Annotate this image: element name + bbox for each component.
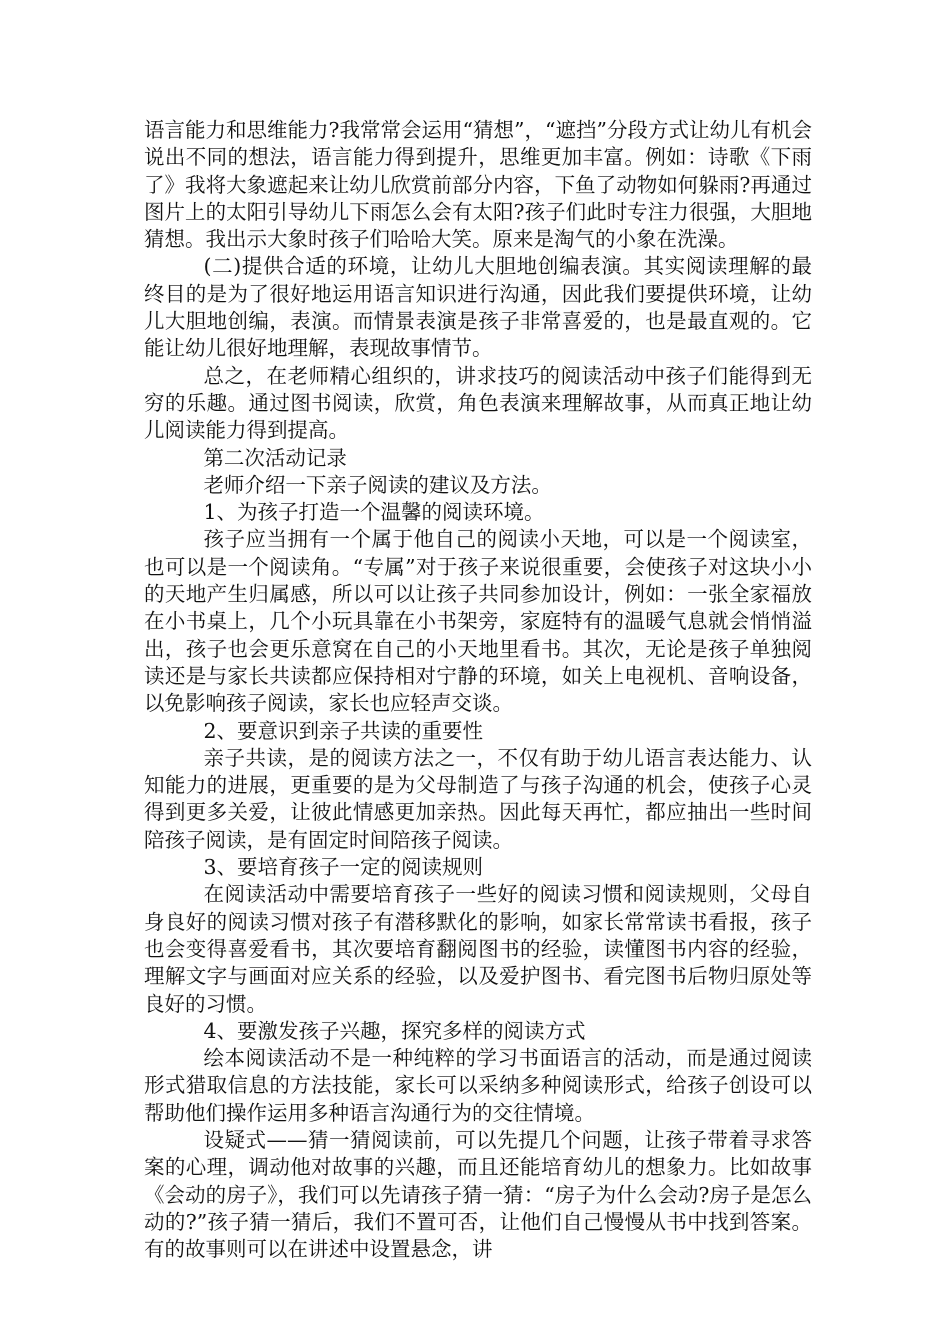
paragraph-reading-rules: 在阅读活动中需要培育孩子一些好的阅读习惯和阅读规则，父母自身良好的阅读习惯对孩子有潜移默化的影响，如家长常常读书看报，孩子也会变得喜爱看书，其次要培育翻阅图书的经验，读懂图书内容的经验，理解文字与画面对应关系的经验，以及爱护图书、看完图书后物归原处等良好的习惯。	[144, 882, 812, 1016]
heading-item-4: 4、要激发孩子兴趣，探究多样的阅读方式	[203, 1018, 586, 1043]
heading-item-3: 3、要培育孩子一定的阅读规则	[203, 855, 483, 880]
heading-second-activity-record: 第二次活动记录	[203, 445, 347, 470]
paragraph-summary: 总之，在老师精心组织的，讲求技巧的阅读活动中孩子们能得到无穷的乐趣。通过图书阅读，欣赏，角色表演来理解故事，从而真正地让幼儿阅读能力得到提高。	[144, 363, 812, 443]
heading-item-2: 2、要意识到亲子共读的重要性	[203, 718, 483, 743]
paragraph-continued-language-ability: 语言能力和思维能力?我常常会运用“猜想”，“遮挡”分段方式让幼儿有机会说出不同的想法，语言能力得到提升，思维更加丰富。例如：诗歌《下雨了》我将大象遮起来让幼儿欣赏前部分内容，下鱼了动物如何躲雨?再通过图片上的太阳引导幼儿下雨怎么会有太阳?孩子们此时专注力很强，大胆地猜想。我出示大象时孩子们哈哈大笑。原来是淘气的小象在洗澡。	[144, 118, 812, 252]
paragraph-parent-child-reading: 亲子共读，是的阅读方法之一，不仅有助于幼儿语言表达能力、认知能力的进展，更重要的是为父母制造了与孩子沟通的机会，使孩子心灵得到更多关爱，让彼此情感更加亲热。因此每天再忙，都应抽出一些时间陪孩子阅读，是有固定时间陪孩子阅读。	[144, 745, 812, 852]
paragraph-picture-book-reading: 绘本阅读活动不是一种纯粹的学习书面语言的活动，而是通过阅读形式猎取信息的方法技能，家长可以采纳多种阅读形式，给孩子创设可以帮助他们操作运用多种语言沟通行为的交往情境。	[144, 1046, 812, 1125]
document-body	[144, 117, 812, 1263]
heading-item-1: 1、为孩子打造一个温馨的阅读环境。	[203, 500, 545, 525]
paragraph-teacher-intro: 老师介绍一下亲子阅读的建议及方法。	[203, 472, 552, 497]
paragraph-guessing-method: 设疑式——猜一猜阅读前，可以先提几个问题，让孩子带着寻求答案的心理，调动他对故事的兴趣，而且还能培育幼儿的想象力。比如故事《会动的房子》，我们可以先请孩子猜一猜：“房子为什么会动?房子是怎么动的?”孩子猜一猜后，我们不置可否，让他们自己慢慢从书中找到答案。有的故事则可以在讲述中设置悬念，讲	[144, 1127, 812, 1262]
paragraph-section-two-environment: (二)提供合适的环境，让幼儿大胆地创编表演。其实阅读理解的最终目的是为了很好地运用语言知识进行沟通，因此我们要提供环境，让幼儿大胆地创编，表演。而情景表演是孩子非常喜爱的，也是最直观的。它能让幼儿很好地理解，表现故事情节。	[144, 254, 812, 361]
paragraph-reading-corner: 孩子应当拥有一个属于他自己的阅读小天地，可以是一个阅读室，也可以是一个阅读角。“专属”对于孩子来说很重要，会使孩子对这块小小的天地产生归属感，所以可以让孩子共同参加设计，例如：一张全家福放在小书桌上，几个小玩具靠在小书架旁，家庭特有的温暖气息就会悄悄溢出，孩子也会更乐意窝在自己的小天地里看书。其次，无论是孩子单独阅读还是与家长共读都应保持相对宁静的环境，如关上电视机、音响设备，以免影响孩子阅读，家长也应轻声交谈。	[144, 527, 812, 716]
